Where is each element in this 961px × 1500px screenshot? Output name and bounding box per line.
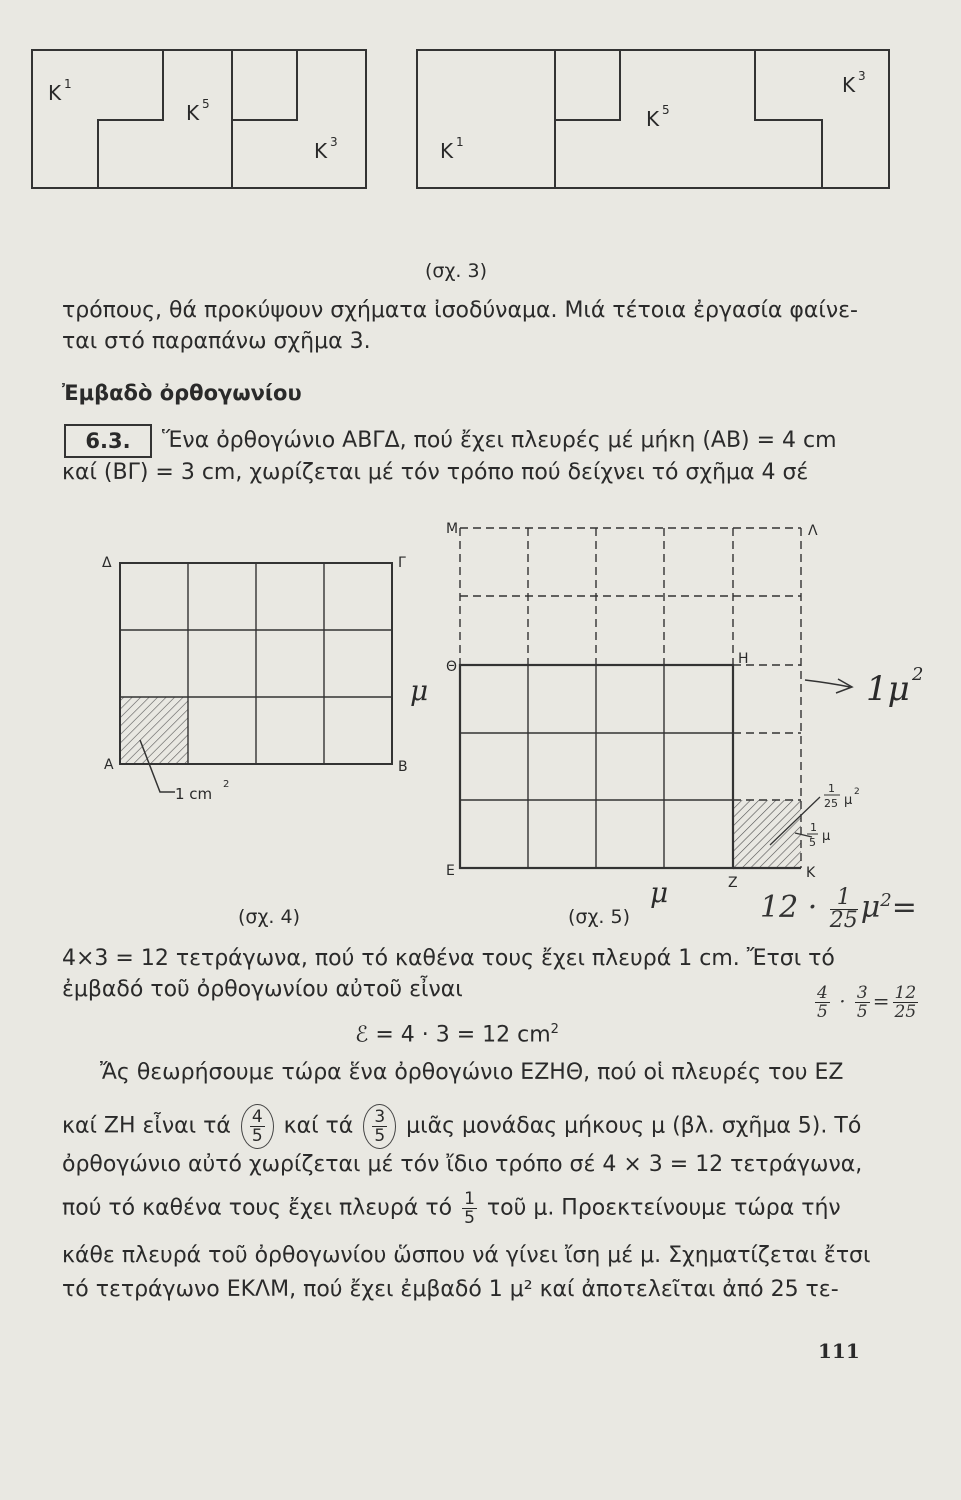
para4-line4-b: τοῦ μ. Προεκτείνουμε τώρα τήν — [486, 1195, 841, 1221]
para4-line2-b: καί τά — [283, 1113, 354, 1139]
para3-line2: ἐμβαδό τοῦ ὀρθογωνίου αὐτοῦ εἶναι — [62, 977, 463, 1002]
para4-line4-a: πού τό καθένα τους ἔχει πλευρά τό — [62, 1195, 453, 1221]
fig5-side-frac-unit: μ — [822, 829, 831, 844]
fig5-area-frac-unit: μ — [844, 793, 853, 808]
fig5-hand-mu: μ — [650, 876, 669, 909]
margin-eq1-frac — [829, 884, 858, 933]
para4-line3: ὀρθογώνιο αὐτό χωρίζεται μέ τόν ἴδιο τρόπο σέ 4 × 3 = 12 τετράγωνα, — [62, 1152, 863, 1177]
fig4-hand-mu: μ — [410, 674, 429, 707]
fig4-label-gamma: Γ — [398, 555, 406, 571]
para4-line4 — [62, 1190, 841, 1227]
para4-frac-b — [363, 1104, 396, 1149]
para1-line1: τρόπους, θά προκύψουν σχήματα ἰσοδύναμα. Μιά τέτοια ἐργασία φαίνε- — [62, 298, 858, 323]
figure-3 — [0, 0, 961, 290]
para4-frac-c-num: 1 — [464, 1189, 475, 1209]
margin-eq2-a-num: 4 — [817, 983, 828, 1003]
margin-eq1-exp: 2 — [880, 890, 892, 911]
fig3-label-k1-b: K — [440, 139, 454, 163]
area-equation-text: ℰ = 4 · 3 = 12 cm — [355, 1022, 551, 1048]
para4-frac-c-den: 5 — [464, 1208, 475, 1228]
margin-eq2-frac-c — [893, 984, 919, 1021]
fig4-label-delta: Δ — [102, 555, 112, 571]
margin-eq2-frac-b — [855, 984, 870, 1021]
margin-eq1-tail: μ — [860, 890, 881, 925]
para3-line1: 4×3 = 12 τετράγωνα, πού τό καθένα τους ἔχει πλευρά 1 cm. Ἔτσι τό — [62, 946, 835, 971]
para4-line2 — [62, 1104, 861, 1149]
margin-note-eq1 — [760, 884, 917, 932]
fig3-label-sup3-b: 3 — [858, 69, 866, 83]
margin-eq1-text: 12 · — [760, 890, 827, 925]
fig3-caption: (σχ. 3) — [425, 260, 488, 282]
fig5-area-frac-exp: 2 — [854, 787, 860, 797]
para4-frac-a — [241, 1104, 274, 1149]
fig5-area-frac-den: 25 — [824, 797, 838, 810]
para4-frac-b-den: 5 — [374, 1126, 386, 1146]
margin-eq1-frac-num: 1 — [830, 887, 858, 910]
para4-frac-b-num: 3 — [374, 1107, 386, 1127]
fig4-label-alpha: Α — [104, 757, 114, 773]
fig4-label-beta: Β — [398, 759, 408, 775]
margin-eq2-dot: · — [839, 989, 846, 1013]
fig4-unit-label: 1 cm — [175, 785, 213, 803]
margin-note-eq2 — [812, 984, 921, 1021]
para4-frac-a-num: 4 — [251, 1107, 263, 1127]
fig5-label-kappa: Κ — [806, 865, 816, 881]
page-number: 111 — [818, 1339, 860, 1363]
para2-line2: καί (ΒΓ) = 3 cm, χωρίζεται μέ τόν τρόπο πού δείχνει τό σχῆμα 4 σέ — [62, 460, 809, 485]
fig3-label-k3-b: K — [842, 73, 856, 97]
margin-eq2-c-den: 25 — [894, 1002, 917, 1022]
margin-eq2-eq: = — [872, 989, 890, 1013]
para4-frac-a-den: 5 — [251, 1126, 263, 1146]
para4-line6: τό τετράγωνο ΕΚΛΜ, πού ἔχει ἐμβαδό 1 μ² καί ἀποτελεῖται ἀπό 25 τε- — [62, 1277, 839, 1302]
figures-4-5 — [0, 515, 961, 935]
fig5-side-frac-num: 1 — [810, 821, 817, 834]
para4-line5: κάθε πλευρά τοῦ ὀρθογωνίου ὥσπου νά γίνει ἴση μέ μ. Σχηματίζεται ἔτσι — [62, 1243, 871, 1268]
para4-line2-a: καί ΖΗ εἶναι τά — [62, 1113, 231, 1139]
para4-line1: Ἄς θεωρήσουμε τώρα ἕνα ὀρθογώνιο ΕΖΗΘ, πού οἱ πλευρές του ΕΖ — [100, 1060, 844, 1085]
fig5-hand-note: 1μ — [866, 669, 910, 709]
fig5-label-epsilon: Ε — [446, 863, 455, 879]
fig3-label-k5-a: K — [186, 101, 200, 125]
fig4-caption: (σχ. 4) — [238, 906, 301, 928]
fig5-hatched-cell — [733, 800, 801, 868]
fig4-grid — [120, 563, 392, 792]
fig5-label-theta: Θ — [446, 659, 458, 675]
margin-eq1-frac-den: 25 — [829, 907, 858, 933]
section-number-box — [64, 424, 152, 458]
fig3-label-sup1-a: 1 — [64, 77, 72, 91]
margin-eq2-frac-a — [815, 984, 830, 1021]
margin-eq1-end: = — [891, 890, 917, 925]
fig5-caption: (σχ. 5) — [568, 906, 631, 928]
fig5-grid — [460, 528, 852, 868]
fig3-label-sup3-a: 3 — [330, 135, 338, 149]
fig3-label-k3-a: K — [314, 139, 328, 163]
fig5-label-lambda: Λ — [808, 523, 818, 539]
para4-frac-c — [462, 1190, 477, 1227]
area-equation — [355, 1017, 559, 1048]
fig5-area-frac-num: 1 — [828, 782, 835, 795]
fig3-label-sup1-b: 1 — [456, 135, 464, 149]
margin-eq2-b-num: 3 — [856, 983, 868, 1003]
fig4-hatched-cell — [120, 697, 188, 764]
margin-eq2-c-num: 12 — [894, 983, 917, 1003]
fig5-label-eta: Η — [738, 651, 749, 667]
para2-line1: Ἕνα ὀρθογώνιο ΑΒΓΔ, πού ἔχει πλευρές μέ μήκη (ΑΒ) = 4 cm — [162, 428, 837, 453]
fig4-unit-exp: 2 — [223, 779, 230, 790]
margin-eq2-b-den: 5 — [856, 1002, 868, 1022]
para4-line2-c: μιᾶς μονάδας μήκους μ (βλ. σχῆμα 5). Τό — [406, 1113, 862, 1139]
fig3-label-k1-a: K — [48, 81, 62, 105]
fig3-label-sup5-a: 5 — [202, 97, 210, 111]
section-heading: Ἐμβαδὸ ὀρθογωνίου — [62, 381, 302, 405]
margin-eq2-a-den: 5 — [817, 1002, 828, 1022]
fig5-label-m: Μ — [446, 521, 459, 537]
fig5-hand-note-exp: 2 — [912, 664, 924, 685]
area-equation-exp: 2 — [550, 1022, 559, 1037]
fig5-side-frac-den: 5 — [809, 836, 816, 849]
fig5-label-zeta: Ζ — [728, 875, 738, 891]
fig3-label-k5-b: K — [646, 107, 660, 131]
section-number: 6.3. — [85, 429, 131, 453]
fig3-label-sup5-b: 5 — [662, 103, 670, 117]
para1-line2: ται στό παραπάνω σχῆμα 3. — [62, 329, 371, 354]
